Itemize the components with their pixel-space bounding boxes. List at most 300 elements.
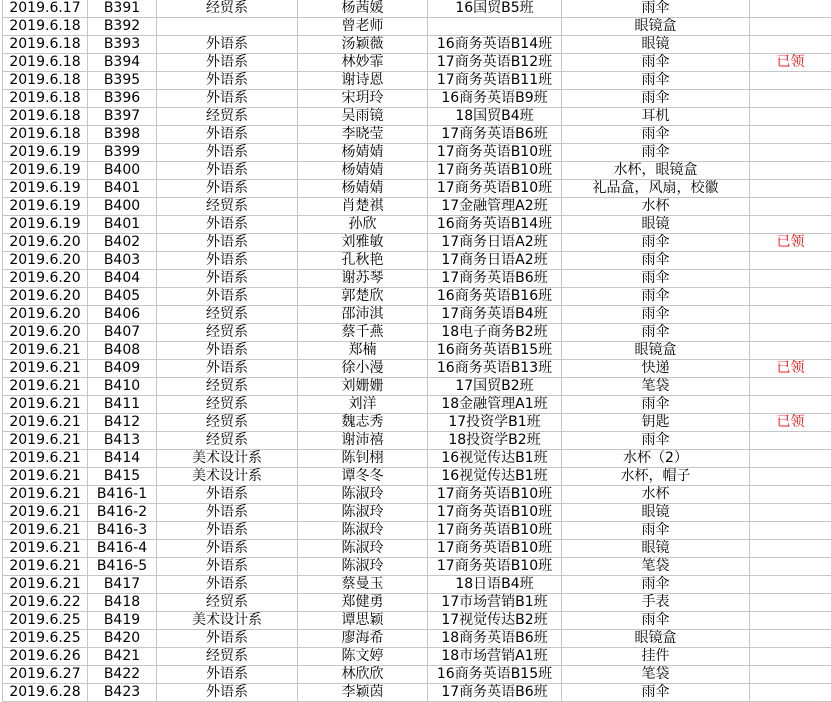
cell-department[interactable]: 经贸系 (157, 378, 298, 396)
cell-date[interactable]: 2019.6.19 (3, 180, 88, 198)
cell-status[interactable] (750, 144, 831, 162)
cell-status[interactable] (750, 522, 831, 540)
cell-department[interactable]: 美术设计系 (157, 450, 298, 468)
cell-code[interactable]: B422 (88, 666, 157, 684)
cell-person-name[interactable]: 蔡千燕 (298, 324, 428, 342)
cell-status[interactable] (750, 558, 831, 576)
cell-date[interactable]: 2019.6.21 (3, 432, 88, 450)
cell-person-name[interactable]: 刘雅敏 (298, 234, 428, 252)
cell-code[interactable]: B406 (88, 306, 157, 324)
cell-department[interactable]: 外语系 (157, 666, 298, 684)
cell-date[interactable]: 2019.6.19 (3, 144, 88, 162)
cell-department[interactable]: 外语系 (157, 486, 298, 504)
cell-class-name[interactable]: 17商务英语B6班 (428, 126, 562, 144)
cell-code[interactable]: B417 (88, 576, 157, 594)
cell-class-name[interactable]: 16商务英语B15班 (428, 666, 562, 684)
cell-status[interactable] (750, 504, 831, 522)
cell-class-name[interactable]: 17商务英语B12班 (428, 54, 562, 72)
cell-department[interactable]: 外语系 (157, 684, 298, 702)
cell-person-name[interactable]: 徐小漫 (298, 360, 428, 378)
cell-date[interactable]: 2019.6.21 (3, 540, 88, 558)
cell-person-name[interactable]: 杨婧婧 (298, 144, 428, 162)
cell-date[interactable]: 2019.6.17 (3, 0, 88, 18)
cell-person-name[interactable]: 林妙霏 (298, 54, 428, 72)
table-row (3, 72, 831, 90)
table-row (3, 486, 831, 504)
cell-items[interactable]: 雨伞 (562, 288, 750, 306)
cell-class-name[interactable]: 17商务英语B6班 (428, 270, 562, 288)
cell-code[interactable]: B392 (88, 18, 157, 36)
cell-class-name[interactable]: 17商务英语B10班 (428, 540, 562, 558)
cell-status[interactable] (750, 450, 831, 468)
cell-person-name[interactable]: 郑楠 (298, 342, 428, 360)
table-row (3, 342, 831, 360)
cell-class-name[interactable]: 16商务英语B16班 (428, 288, 562, 306)
cell-code[interactable]: B396 (88, 90, 157, 108)
cell-department[interactable]: 外语系 (157, 360, 298, 378)
cell-person-name[interactable]: 孔秋艳 (298, 252, 428, 270)
cell-items[interactable]: 眼镜 (562, 36, 750, 54)
cell-code[interactable]: B416-5 (88, 558, 157, 576)
cell-date[interactable]: 2019.6.26 (3, 648, 88, 666)
cell-person-name[interactable]: 谭思颖 (298, 612, 428, 630)
cell-class-name[interactable]: 17商务英语B10班 (428, 144, 562, 162)
cell-person-name[interactable]: 蔡曼玉 (298, 576, 428, 594)
cell-date[interactable]: 2019.6.25 (3, 630, 88, 648)
cell-person-name[interactable]: 陈淑玲 (298, 522, 428, 540)
cell-code[interactable]: B423 (88, 684, 157, 702)
cell-class-name[interactable]: 17市场营销B1班 (428, 594, 562, 612)
cell-department[interactable]: 外语系 (157, 540, 298, 558)
cell-date[interactable]: 2019.6.20 (3, 270, 88, 288)
cell-date[interactable]: 2019.6.21 (3, 450, 88, 468)
cell-items[interactable]: 雨伞 (562, 684, 750, 702)
cell-department[interactable]: 经贸系 (157, 198, 298, 216)
cell-date[interactable]: 2019.6.25 (3, 612, 88, 630)
cell-code[interactable]: B416-2 (88, 504, 157, 522)
cell-status[interactable] (750, 396, 831, 414)
cell-class-name[interactable]: 18商务英语B6班 (428, 630, 562, 648)
cell-person-name[interactable]: 肖楚祺 (298, 198, 428, 216)
cell-items[interactable]: 雨伞 (562, 612, 750, 630)
cell-person-name[interactable]: 陈钊栩 (298, 450, 428, 468)
cell-code[interactable]: B413 (88, 432, 157, 450)
table-row (3, 36, 831, 54)
cell-department[interactable]: 外语系 (157, 36, 298, 54)
cell-date[interactable]: 2019.6.18 (3, 126, 88, 144)
cell-class-name[interactable]: 18电子商务B2班 (428, 324, 562, 342)
cell-date[interactable]: 2019.6.18 (3, 72, 88, 90)
cell-code[interactable]: B401 (88, 216, 157, 234)
cell-department[interactable]: 外语系 (157, 522, 298, 540)
cell-department[interactable]: 经贸系 (157, 396, 298, 414)
cell-date[interactable]: 2019.6.20 (3, 288, 88, 306)
cell-items[interactable]: 挂件 (562, 648, 750, 666)
cell-code[interactable]: B416-3 (88, 522, 157, 540)
cell-class-name[interactable]: 16视觉传达B1班 (428, 450, 562, 468)
cell-status[interactable] (750, 648, 831, 666)
cell-class-name[interactable]: 17视觉传达B2班 (428, 612, 562, 630)
cell-status[interactable] (750, 162, 831, 180)
cell-class-name[interactable]: 17商务日语A2班 (428, 234, 562, 252)
cell-items[interactable]: 雨伞 (562, 576, 750, 594)
cell-code[interactable]: B394 (88, 54, 157, 72)
cell-items[interactable]: 水杯 (562, 198, 750, 216)
cell-date[interactable]: 2019.6.20 (3, 324, 88, 342)
table-row (3, 684, 831, 702)
cell-code[interactable]: B405 (88, 288, 157, 306)
cell-date[interactable]: 2019.6.21 (3, 504, 88, 522)
cell-code[interactable]: B397 (88, 108, 157, 126)
cell-status[interactable] (750, 468, 831, 486)
cell-department[interactable]: 外语系 (157, 288, 298, 306)
cell-items[interactable]: 眼镜盒 (562, 18, 750, 36)
table-row (3, 432, 831, 450)
cell-code[interactable]: B416-1 (88, 486, 157, 504)
cell-date[interactable]: 2019.6.18 (3, 54, 88, 72)
cell-items[interactable]: 雨伞 (562, 0, 750, 18)
cell-class-name[interactable]: 17金融管理A2班 (428, 198, 562, 216)
cell-person-name[interactable]: 曾老师 (298, 18, 428, 36)
table-row (3, 468, 831, 486)
cell-items[interactable]: 雨伞 (562, 432, 750, 450)
cell-date[interactable]: 2019.6.19 (3, 198, 88, 216)
cell-date[interactable]: 2019.6.21 (3, 414, 88, 432)
cell-code[interactable]: B419 (88, 612, 157, 630)
cell-department[interactable]: 外语系 (157, 144, 298, 162)
cell-items[interactable]: 雨伞 (562, 324, 750, 342)
cell-class-name[interactable]: 17投资学B1班 (428, 414, 562, 432)
cell-code[interactable]: B400 (88, 198, 157, 216)
cell-class-name[interactable]: 17商务英语B10班 (428, 558, 562, 576)
cell-code[interactable]: B403 (88, 252, 157, 270)
cell-items[interactable]: 雨伞 (562, 54, 750, 72)
cell-class-name[interactable]: 17商务英语B10班 (428, 486, 562, 504)
cell-code[interactable]: B416-4 (88, 540, 157, 558)
cell-code[interactable]: B391 (88, 0, 157, 18)
cell-status[interactable] (750, 36, 831, 54)
cell-person-name[interactable]: 陈淑玲 (298, 504, 428, 522)
cell-status[interactable] (750, 18, 831, 36)
cell-person-name[interactable]: 汤颖薇 (298, 36, 428, 54)
cell-items[interactable]: 眼镜盒 (562, 630, 750, 648)
cell-department[interactable]: 外语系 (157, 270, 298, 288)
cell-items[interactable]: 雨伞 (562, 72, 750, 90)
cell-department[interactable]: 外语系 (157, 162, 298, 180)
cell-items[interactable]: 水杯（2） (562, 450, 750, 468)
cell-items[interactable]: 雨伞 (562, 252, 750, 270)
table-row (3, 306, 831, 324)
cell-person-name[interactable]: 郭楚欣 (298, 288, 428, 306)
cell-code[interactable]: B414 (88, 450, 157, 468)
cell-items[interactable]: 手表 (562, 594, 750, 612)
cell-department[interactable]: 经贸系 (157, 414, 298, 432)
cell-status[interactable] (750, 432, 831, 450)
cell-status[interactable] (750, 72, 831, 90)
cell-status[interactable] (750, 126, 831, 144)
cell-status[interactable] (750, 270, 831, 288)
table-row (3, 612, 831, 630)
cell-class-name[interactable]: 18国贸B4班 (428, 108, 562, 126)
cell-status[interactable] (750, 324, 831, 342)
cell-person-name[interactable]: 谢苏琴 (298, 270, 428, 288)
cell-person-name[interactable]: 孙欣 (298, 216, 428, 234)
cell-date[interactable]: 2019.6.21 (3, 342, 88, 360)
cell-items[interactable]: 眼镜 (562, 504, 750, 522)
cell-status[interactable] (750, 612, 831, 630)
cell-code[interactable]: B401 (88, 180, 157, 198)
cell-department[interactable]: 外语系 (157, 504, 298, 522)
table-row (3, 18, 831, 36)
cell-class-name[interactable] (428, 18, 562, 36)
cell-class-name[interactable]: 16商务英语B13班 (428, 360, 562, 378)
cell-status[interactable] (750, 630, 831, 648)
cell-person-name[interactable]: 陈淑玲 (298, 486, 428, 504)
cell-code[interactable]: B395 (88, 72, 157, 90)
cell-status[interactable]: 已领 (750, 414, 831, 432)
cell-items[interactable]: 礼品盒，风扇，校徽 (562, 180, 750, 198)
cell-person-name[interactable]: 李晓莹 (298, 126, 428, 144)
cell-department[interactable] (157, 18, 298, 36)
cell-class-name[interactable]: 17商务英语B4班 (428, 306, 562, 324)
cell-code[interactable]: B410 (88, 378, 157, 396)
cell-status[interactable] (750, 180, 831, 198)
cell-department[interactable]: 外语系 (157, 54, 298, 72)
cell-items[interactable]: 眼镜 (562, 216, 750, 234)
cell-class-name[interactable]: 17商务英语B10班 (428, 504, 562, 522)
cell-class-name[interactable]: 17商务英语B10班 (428, 162, 562, 180)
cell-date[interactable]: 2019.6.18 (3, 36, 88, 54)
cell-items[interactable]: 笔袋 (562, 666, 750, 684)
cell-date[interactable]: 2019.6.21 (3, 486, 88, 504)
cell-status[interactable] (750, 684, 831, 702)
cell-department[interactable]: 外语系 (157, 234, 298, 252)
cell-date[interactable]: 2019.6.18 (3, 108, 88, 126)
cell-code[interactable]: B393 (88, 36, 157, 54)
cell-date[interactable]: 2019.6.21 (3, 360, 88, 378)
cell-items[interactable]: 耳机 (562, 108, 750, 126)
cell-items[interactable]: 雨伞 (562, 396, 750, 414)
cell-items[interactable]: 水杯 (562, 486, 750, 504)
cell-class-name[interactable]: 17商务日语A2班 (428, 252, 562, 270)
cell-person-name[interactable]: 杨茜媛 (298, 0, 428, 18)
cell-person-name[interactable]: 谭冬冬 (298, 468, 428, 486)
cell-date[interactable]: 2019.6.18 (3, 90, 88, 108)
cell-date[interactable]: 2019.6.22 (3, 594, 88, 612)
cell-department[interactable]: 外语系 (157, 342, 298, 360)
table-row (3, 270, 831, 288)
table-row (3, 540, 831, 558)
cell-status[interactable] (750, 378, 831, 396)
cell-code[interactable]: B398 (88, 126, 157, 144)
cell-status[interactable] (750, 216, 831, 234)
cell-department[interactable]: 外语系 (157, 126, 298, 144)
cell-items[interactable]: 快递 (562, 360, 750, 378)
cell-department[interactable]: 外语系 (157, 216, 298, 234)
cell-code[interactable]: B415 (88, 468, 157, 486)
cell-date[interactable]: 2019.6.21 (3, 558, 88, 576)
cell-items[interactable]: 眼镜 (562, 540, 750, 558)
cell-status[interactable] (750, 288, 831, 306)
cell-person-name[interactable]: 郑健勇 (298, 594, 428, 612)
cell-items[interactable]: 水杯，眼镜盒 (562, 162, 750, 180)
cell-code[interactable]: B420 (88, 630, 157, 648)
cell-status[interactable] (750, 540, 831, 558)
cell-date[interactable]: 2019.6.21 (3, 396, 88, 414)
cell-status[interactable] (750, 486, 831, 504)
table-row (3, 666, 831, 684)
cell-status[interactable]: 已领 (750, 234, 831, 252)
cell-person-name[interactable]: 杨婧婧 (298, 180, 428, 198)
cell-person-name[interactable]: 陈淑玲 (298, 540, 428, 558)
cell-class-name[interactable]: 16商务英语B14班 (428, 216, 562, 234)
cell-person-name[interactable]: 陈淑玲 (298, 558, 428, 576)
cell-class-name[interactable]: 18金融管理A1班 (428, 396, 562, 414)
cell-department[interactable]: 外语系 (157, 252, 298, 270)
cell-code[interactable]: B412 (88, 414, 157, 432)
cell-class-name[interactable]: 18投资学B2班 (428, 432, 562, 450)
cell-status[interactable] (750, 108, 831, 126)
cell-class-name[interactable]: 17商务英语B10班 (428, 522, 562, 540)
cell-status[interactable] (750, 666, 831, 684)
cell-code[interactable]: B404 (88, 270, 157, 288)
cell-status[interactable] (750, 306, 831, 324)
cell-date[interactable]: 2019.6.20 (3, 234, 88, 252)
cell-department[interactable]: 外语系 (157, 576, 298, 594)
cell-department[interactable]: 经贸系 (157, 432, 298, 450)
cell-status[interactable]: 已领 (750, 360, 831, 378)
cell-department[interactable]: 经贸系 (157, 594, 298, 612)
cell-items[interactable]: 雨伞 (562, 234, 750, 252)
cell-person-name[interactable]: 刘姗姗 (298, 378, 428, 396)
cell-department[interactable]: 外语系 (157, 90, 298, 108)
cell-code[interactable]: B418 (88, 594, 157, 612)
cell-person-name[interactable]: 吴雨镜 (298, 108, 428, 126)
cell-person-name[interactable]: 刘洋 (298, 396, 428, 414)
cell-date[interactable]: 2019.6.21 (3, 522, 88, 540)
cell-person-name[interactable]: 李颖茵 (298, 684, 428, 702)
cell-code[interactable]: B407 (88, 324, 157, 342)
cell-items[interactable]: 雨伞 (562, 306, 750, 324)
cell-items[interactable]: 眼镜盒 (562, 342, 750, 360)
cell-department[interactable]: 经贸系 (157, 306, 298, 324)
cell-code[interactable]: B421 (88, 648, 157, 666)
table-row (3, 198, 831, 216)
cell-department[interactable]: 经贸系 (157, 0, 298, 18)
cell-date[interactable]: 2019.6.21 (3, 378, 88, 396)
cell-items[interactable]: 水杯，帽子 (562, 468, 750, 486)
cell-code[interactable]: B400 (88, 162, 157, 180)
table-row (3, 504, 831, 522)
cell-person-name[interactable]: 谢沛禧 (298, 432, 428, 450)
cell-date[interactable]: 2019.6.28 (3, 684, 88, 702)
cell-items[interactable]: 笔袋 (562, 558, 750, 576)
cell-class-name[interactable]: 18市场营销A1班 (428, 648, 562, 666)
cell-date[interactable]: 2019.6.27 (3, 666, 88, 684)
cell-code[interactable]: B409 (88, 360, 157, 378)
cell-code[interactable]: B411 (88, 396, 157, 414)
cell-date[interactable]: 2019.6.19 (3, 216, 88, 234)
cell-department[interactable]: 外语系 (157, 558, 298, 576)
cell-date[interactable]: 2019.6.20 (3, 306, 88, 324)
table-row (3, 54, 831, 72)
cell-class-name[interactable]: 16商务英语B15班 (428, 342, 562, 360)
table-row (3, 90, 831, 108)
cell-person-name[interactable]: 陈文婷 (298, 648, 428, 666)
cell-class-name[interactable]: 18日语B4班 (428, 576, 562, 594)
cell-class-name[interactable]: 17商务英语B10班 (428, 180, 562, 198)
cell-items[interactable]: 笔袋 (562, 378, 750, 396)
cell-items[interactable]: 钥匙 (562, 414, 750, 432)
cell-items[interactable]: 雨伞 (562, 144, 750, 162)
table-row (3, 0, 831, 18)
cell-department[interactable]: 经贸系 (157, 648, 298, 666)
cell-department[interactable]: 外语系 (157, 72, 298, 90)
cell-date[interactable]: 2019.6.21 (3, 468, 88, 486)
cell-department[interactable]: 经贸系 (157, 324, 298, 342)
cell-status[interactable] (750, 90, 831, 108)
cell-department[interactable]: 经贸系 (157, 108, 298, 126)
table-row (3, 234, 831, 252)
cell-department[interactable]: 美术设计系 (157, 468, 298, 486)
cell-items[interactable]: 雨伞 (562, 90, 750, 108)
cell-department[interactable]: 外语系 (157, 630, 298, 648)
cell-date[interactable]: 2019.6.19 (3, 162, 88, 180)
cell-status[interactable] (750, 342, 831, 360)
cell-status[interactable] (750, 198, 831, 216)
cell-items[interactable]: 雨伞 (562, 522, 750, 540)
cell-class-name[interactable]: 16视觉传达B1班 (428, 468, 562, 486)
cell-class-name[interactable]: 17商务英语B11班 (428, 72, 562, 90)
cell-class-name[interactable]: 16国贸B5班 (428, 0, 562, 18)
cell-person-name[interactable]: 林欣欣 (298, 666, 428, 684)
cell-class-name[interactable]: 17商务英语B6班 (428, 684, 562, 702)
spreadsheet-grid (2, 0, 831, 702)
table-row (3, 144, 831, 162)
cell-person-name[interactable]: 宋玥玲 (298, 90, 428, 108)
cell-class-name[interactable]: 16商务英语B14班 (428, 36, 562, 54)
table-row (3, 522, 831, 540)
cell-status[interactable] (750, 576, 831, 594)
cell-class-name[interactable]: 17国贸B2班 (428, 378, 562, 396)
cell-items[interactable]: 雨伞 (562, 126, 750, 144)
cell-date[interactable]: 2019.6.20 (3, 252, 88, 270)
cell-status[interactable] (750, 252, 831, 270)
cell-status[interactable] (750, 0, 831, 18)
cell-person-name[interactable]: 杨婧婧 (298, 162, 428, 180)
cell-person-name[interactable]: 谢诗恩 (298, 72, 428, 90)
cell-person-name[interactable]: 邵沛淇 (298, 306, 428, 324)
cell-items[interactable]: 雨伞 (562, 270, 750, 288)
table-row (3, 180, 831, 198)
cell-department[interactable]: 外语系 (157, 180, 298, 198)
cell-person-name[interactable]: 廖海希 (298, 630, 428, 648)
cell-class-name[interactable]: 16商务英语B9班 (428, 90, 562, 108)
cell-code[interactable]: B399 (88, 144, 157, 162)
cell-date[interactable]: 2019.6.18 (3, 18, 88, 36)
cell-person-name[interactable]: 魏志秀 (298, 414, 428, 432)
table-row (3, 126, 831, 144)
cell-code[interactable]: B402 (88, 234, 157, 252)
cell-status[interactable] (750, 594, 831, 612)
cell-status[interactable]: 已领 (750, 54, 831, 72)
table-row (3, 216, 831, 234)
table-row (3, 324, 831, 342)
cell-date[interactable]: 2019.6.21 (3, 576, 88, 594)
cell-department[interactable]: 美术设计系 (157, 612, 298, 630)
cell-code[interactable]: B408 (88, 342, 157, 360)
table-row (3, 414, 831, 432)
